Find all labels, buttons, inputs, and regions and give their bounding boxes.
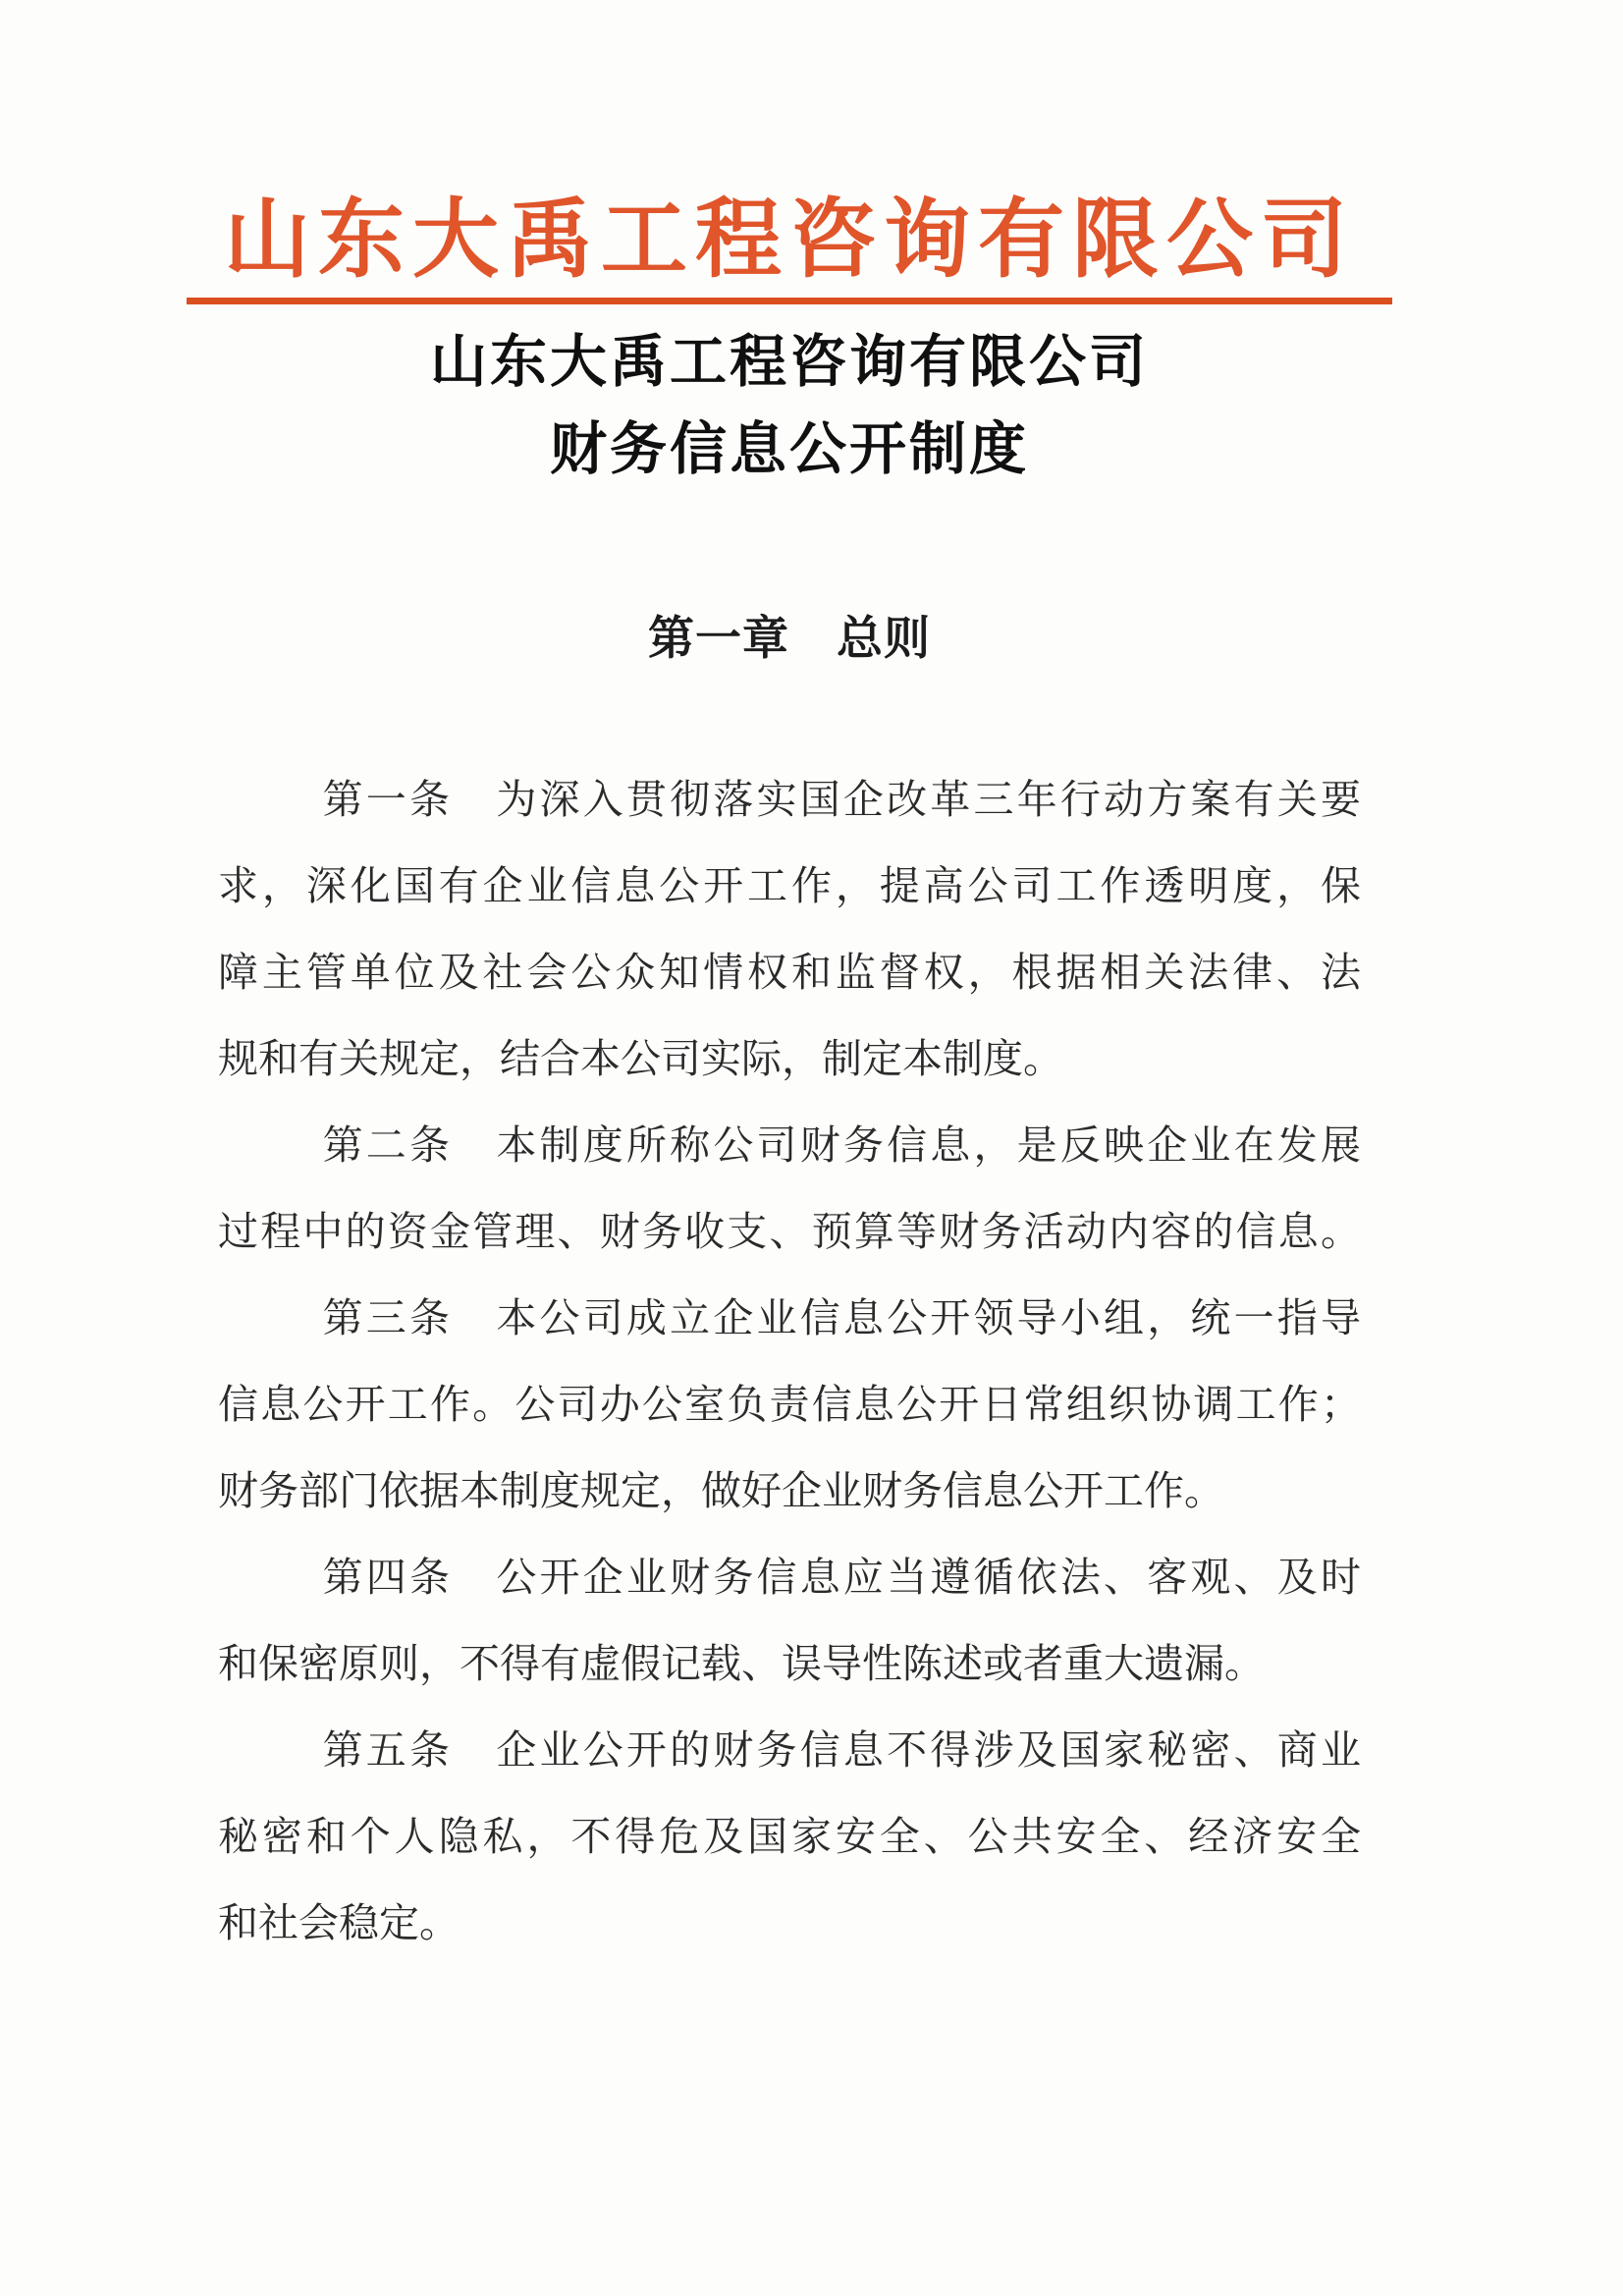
article-3 (218, 1275, 1361, 1534)
article-1-line-3: 障主管单位及社会公众知情权和监督权，根据相关法律、法 (218, 950, 1361, 995)
article-1 (218, 756, 1361, 1102)
article-1-line-4: 规和有关规定，结合本公司实际，制定本制度。 (218, 1036, 1063, 1081)
document-title-company: 山东大禹工程咨询有限公司 (429, 330, 1149, 394)
article-4-line-1: 第四条 公开企业财务信息应当遵循依法、客观、及时 (322, 1555, 1361, 1600)
letterhead-company-name: 山东大禹工程咨询有限公司 (223, 193, 1355, 289)
article-1-line-1: 第一条 为深入贯彻落实国企改革三年行动方案有关要 (322, 777, 1361, 822)
article-5-line-1: 第五条 企业公开的财务信息不得涉及国家秘密、商业 (322, 1727, 1361, 1773)
article-5-line-2: 秘密和个人隐私，不得危及国家安全、公共安全、经济安全 (218, 1814, 1361, 1859)
article-3-line-3: 财务部门依据本制度规定，做好企业财务信息公开工作。 (218, 1468, 1224, 1513)
article-2 (218, 1102, 1361, 1275)
article-2-line-2: 过程中的资金管理、财务收支、预算等财务活动内容的信息。 (218, 1209, 1361, 1254)
document-title-subject: 财务信息公开制度 (549, 417, 1029, 481)
article-4 (218, 1534, 1361, 1707)
article-1-line-2: 求，深化国有企业信息公开工作，提高公司工作透明度，保 (218, 863, 1361, 908)
article-3-line-2: 信息公开工作。公司办公室负责信息公开日常组织协调工作； (218, 1382, 1361, 1427)
document-sheet (218, 0, 1361, 1966)
document-title (218, 318, 1361, 493)
article-2-line-1: 第二条 本制度所称公司财务信息，是反映企业在发展 (322, 1122, 1361, 1168)
letterhead-divider-rule (187, 298, 1392, 304)
chapter-heading: 第一章 总则 (648, 614, 931, 665)
article-3-line-1: 第三条 本公司成立企业信息公开领导小组，统一指导 (322, 1295, 1361, 1340)
article-4-line-2: 和保密原则，不得有虚假记载、误导性陈述或者重大遗漏。 (218, 1641, 1265, 1686)
article-5-line-3: 和社会稳定。 (218, 1900, 460, 1945)
document-body (218, 756, 1361, 1966)
article-5 (218, 1707, 1361, 1966)
